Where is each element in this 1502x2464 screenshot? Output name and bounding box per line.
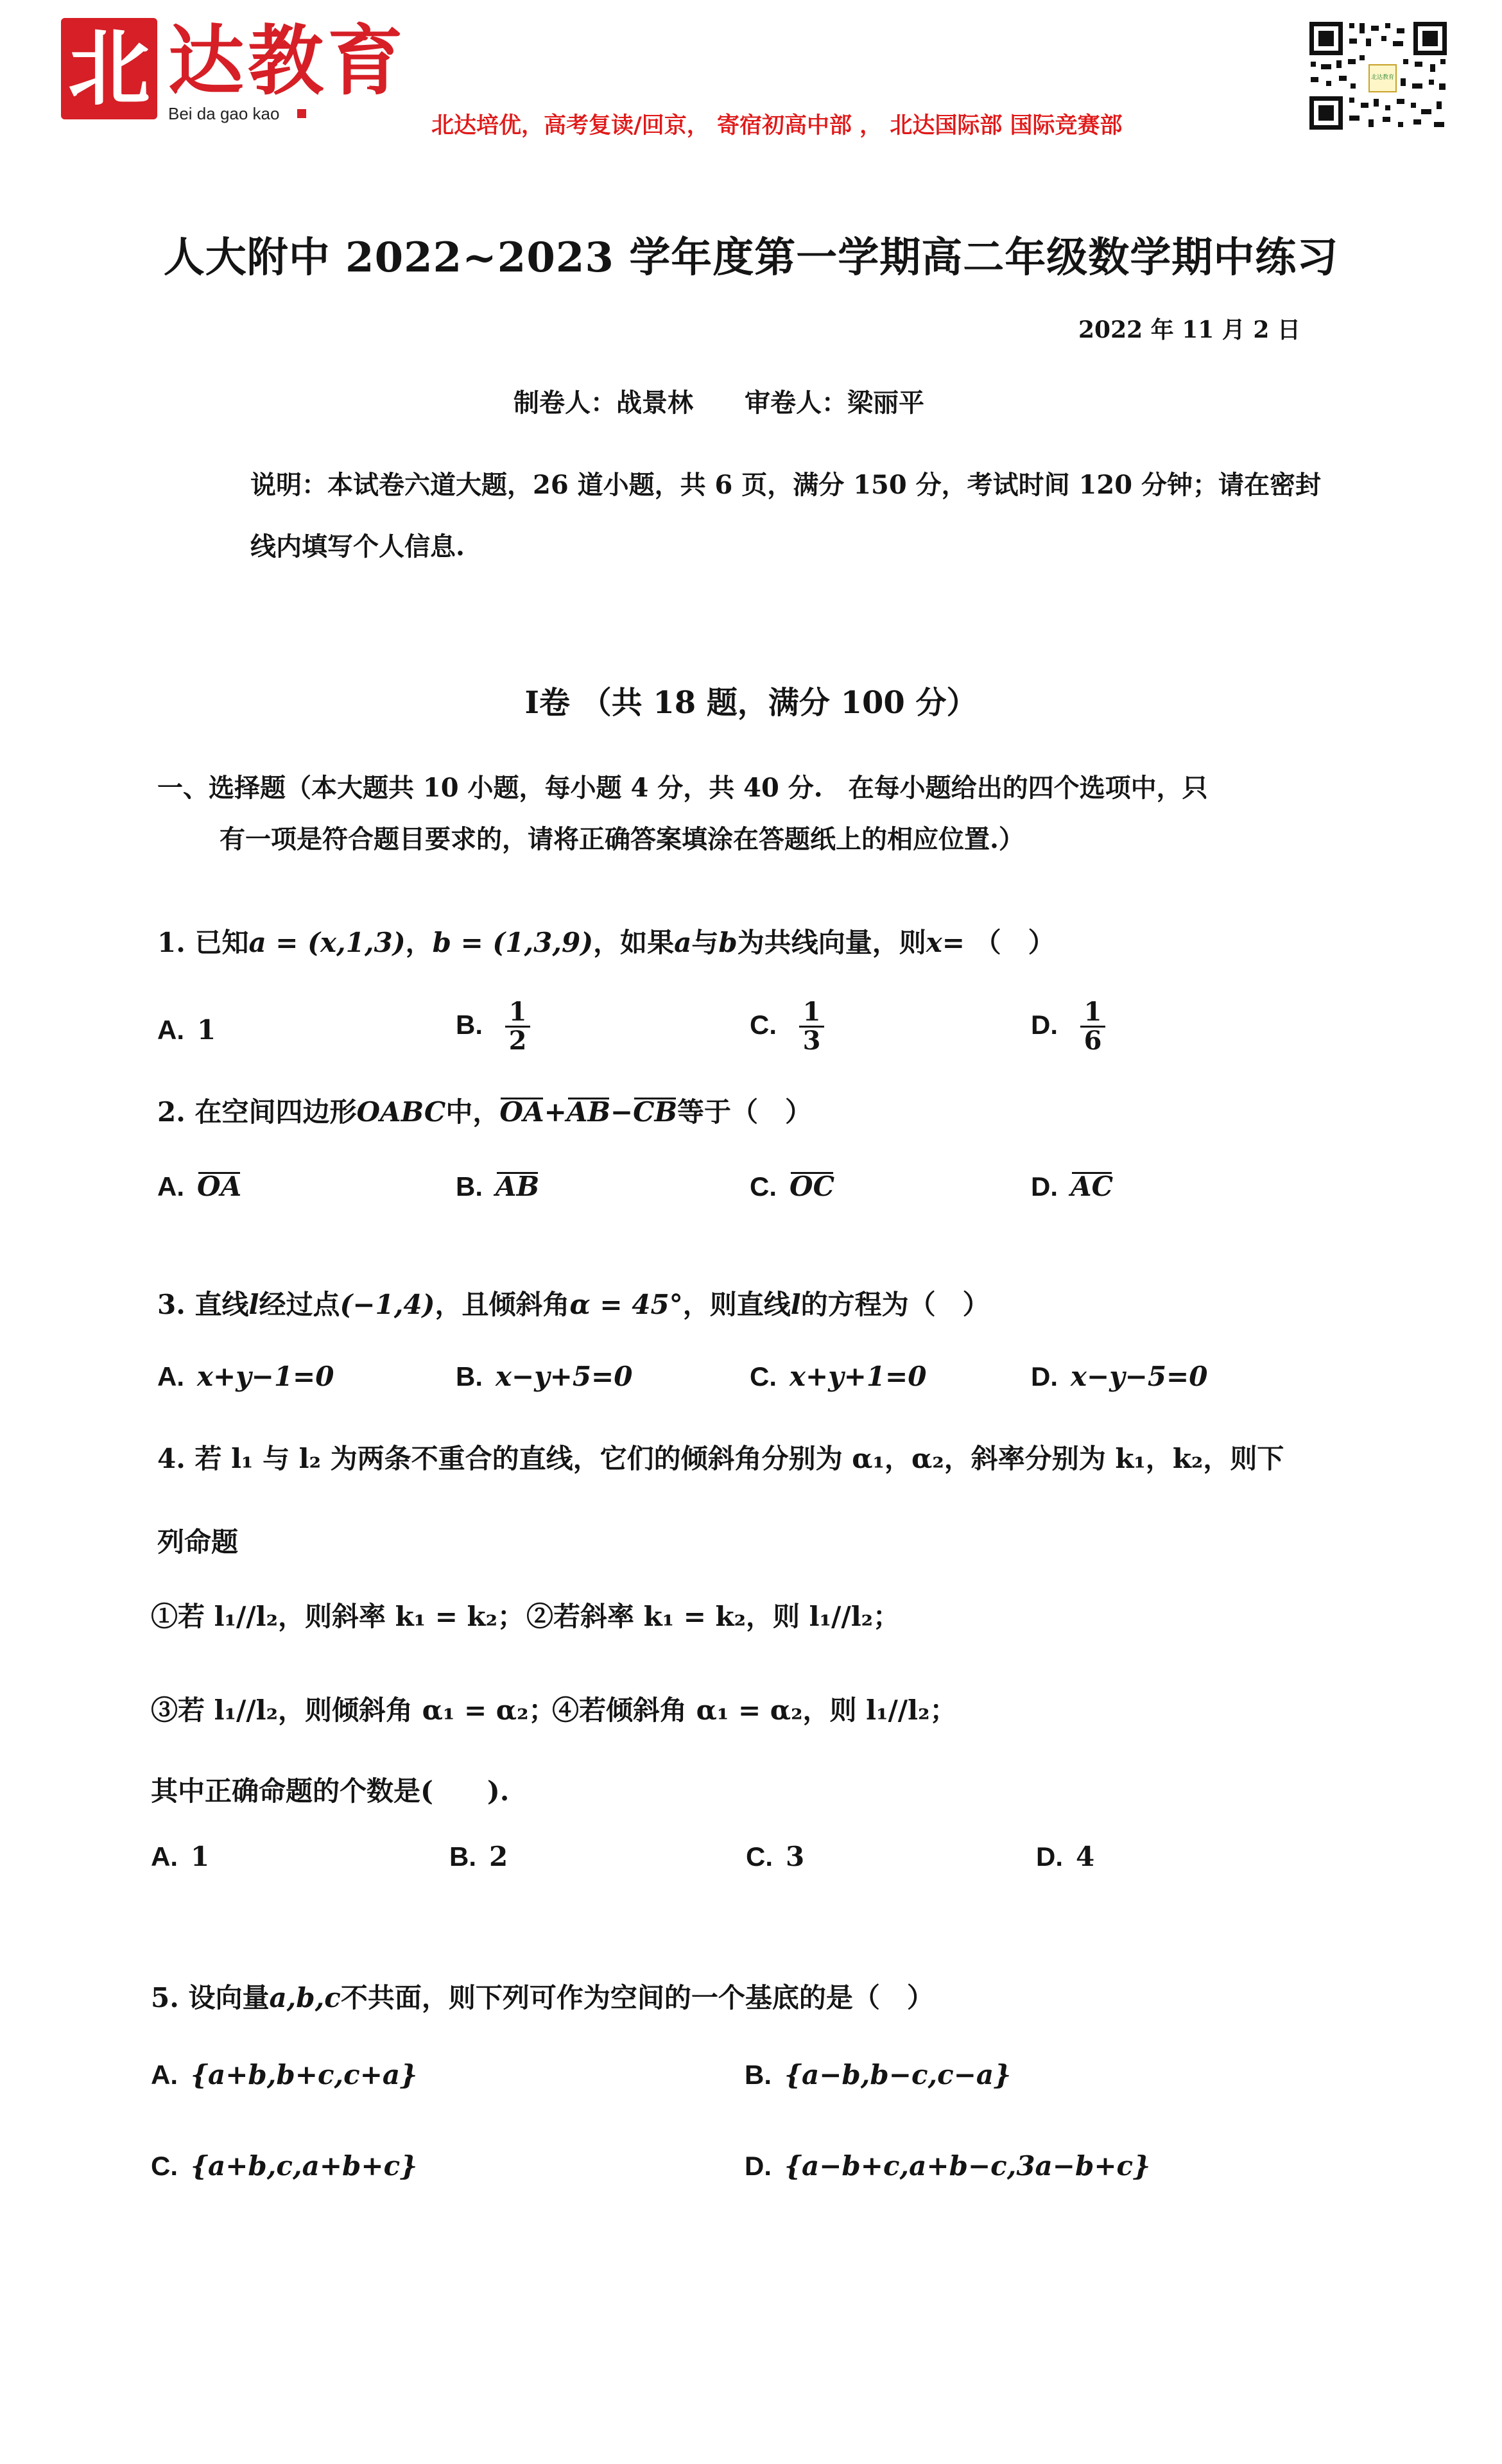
qr-center-badge: 北达教育	[1368, 64, 1397, 92]
q2-option-b: B. AB	[456, 1171, 540, 1202]
q1-option-b: B. $\frac{1}{2}$	[456, 999, 530, 1055]
q2-option-c: C. OC	[750, 1171, 835, 1202]
brand-pinyin: Bei da gao kao	[168, 104, 280, 123]
question-2: 2. 在空间四边形OABC中，OA+AB−CB等于（ ）	[157, 1096, 813, 1128]
question-5: 5. 设向量a,b,c不共面，则下列可作为空间的一个基底的是（ ）	[151, 1982, 934, 2013]
q4-option-a: A. 1	[151, 1841, 210, 1872]
q2-option-d: D. AC	[1031, 1171, 1114, 1202]
q5-option-c: C. {a+b,c,a+b+c}	[151, 2150, 418, 2182]
q5-option-d: D. {a−b+c,a+b−c,3a−b+c}	[745, 2150, 1151, 2182]
q4-proposition-3: ③若 l₁//l₂，则倾斜角 α₁ = α₂；	[151, 1694, 556, 1726]
section-heading-cont: 有一项是符合题目要求的，请将正确答案填涂在答题纸上的相应位置.）	[220, 824, 1024, 854]
q4-proposition-2: ②若斜率 k₁ = k₂，则 l₁//l₂；	[526, 1601, 901, 1632]
section-heading: 一、选择题（本大题共 10 小题，每小题 4 分，共 40 分. 在每小题给出的四个选项中，只	[157, 773, 1208, 803]
q3-option-b: B. x−y+5=0	[456, 1361, 633, 1392]
author: 制卷人：战景林	[514, 388, 693, 418]
exam-authors	[514, 383, 924, 419]
part-title: I卷 （共 18 题，满分 100 分）	[524, 685, 978, 721]
q5-option-a: A. {a+b,b+c,c+a}	[151, 2059, 418, 2090]
fraction: $\frac{1}{6}$	[1080, 999, 1106, 1055]
q4-option-d: D. 4	[1036, 1841, 1095, 1872]
q1-option-d: D. $\frac{1}{6}$	[1031, 999, 1105, 1055]
brand-slogan: 北达培优，高考复读/回京， 寄宿初高中部 ， 北达国际部 国际竞赛部	[431, 113, 1123, 139]
brand-dot	[297, 109, 306, 118]
question-4: 4. 若 l₁ 与 l₂ 为两条不重合的直线，它们的倾斜角分别为 α₁，α₂，斜率分别为 k₁，k₂，则下	[157, 1443, 1284, 1474]
q1-option-c: C. $\frac{1}{3}$	[750, 999, 824, 1055]
q4-option-c: C. 3	[746, 1841, 805, 1872]
q1-option-a: A. 1	[157, 1014, 216, 1046]
q3-option-d: D. x−y−5=0	[1031, 1361, 1208, 1392]
brand-logo	[61, 18, 157, 119]
qr-code	[1307, 19, 1449, 132]
question-4-cont: 列命题	[157, 1526, 239, 1558]
brand-name: 达教育	[168, 16, 408, 105]
fraction: $\frac{1}{3}$	[799, 999, 825, 1055]
question-1: 1. 已知a = (x,1,3)，b = (1,3,9)，如果a与b为共线向量，则x= （ ）	[157, 927, 1055, 958]
exam-title: 人大附中 2022~2023 学年度第一学期高二年级数学期中练习	[163, 234, 1339, 282]
reviewer: 审卷人：梁丽平	[745, 388, 924, 418]
q4-proposition-1: ①若 l₁//l₂，则斜率 k₁ = k₂；	[151, 1601, 525, 1632]
q4-ask: 其中正确命题的个数是( ).	[151, 1775, 510, 1807]
q3-option-c: C. x+y+1=0	[750, 1361, 927, 1392]
fraction: $\frac{1}{2}$	[505, 999, 531, 1055]
q4-option-b: B. 2	[449, 1841, 508, 1872]
q3-option-a: A. x+y−1=0	[157, 1361, 334, 1392]
logo-char: 北	[67, 21, 150, 117]
question-3: 3. 直线l经过点(−1,4)，且倾斜角α = 45°，则直线l的方程为（ ）	[157, 1289, 990, 1320]
q5-option-b: B. {a−b,b−c,c−a}	[745, 2059, 1012, 2090]
q4-proposition-4: ④若倾斜角 α₁ = α₂，则 l₁//l₂；	[552, 1694, 957, 1726]
exam-date: 2022 年 11 月 2 日	[1078, 316, 1301, 343]
q2-option-a: A. OA	[157, 1171, 242, 1202]
exam-note: 说明：本试卷六道大题，26 道小题，共 6 页，满分 150 分，考试时间 120 分钟；请在密封线内填写个人信息.	[250, 470, 1321, 562]
